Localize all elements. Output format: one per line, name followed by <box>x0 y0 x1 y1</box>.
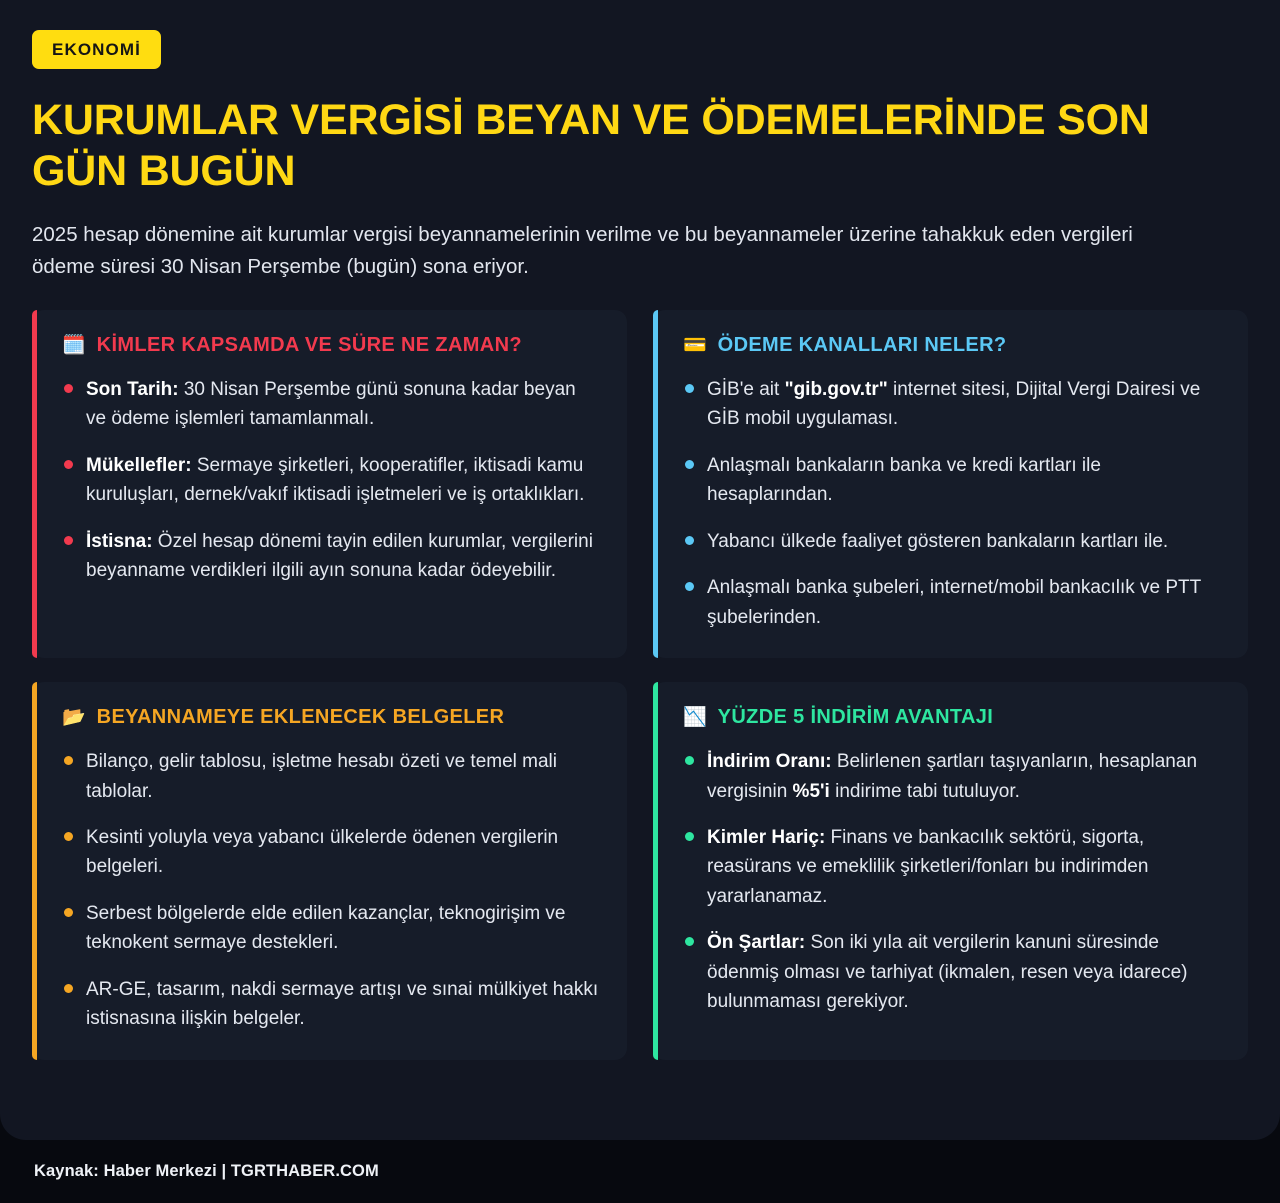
bullet-text: 30 Nisan Perşembe günü sonuna kadar beyan ve ödeme işlemleri tamamlanmalı. <box>86 379 576 430</box>
bullet-text: Kesinti yoluyla veya yabancı ülkelerde ödenen vergilerin belgeleri. <box>86 826 559 878</box>
bullet-item <box>62 823 601 882</box>
calendar-icon: 🗓️ <box>62 335 86 357</box>
bullet-lead: Kimler Hariç: <box>707 826 826 848</box>
bullet-emphasis: %5'i <box>792 780 830 802</box>
card-title: YÜZDE 5 İNDİRİM AVANTAJI <box>717 706 994 729</box>
bullet-lead: İstisna: <box>86 530 153 552</box>
bullet-list <box>62 375 601 586</box>
bullet-item <box>683 747 1222 806</box>
folder-icon: 📂 <box>62 707 86 729</box>
card-header <box>683 334 1222 357</box>
card-beyannameye-eklenecek-belgeler <box>32 682 627 1060</box>
card-header <box>62 706 601 729</box>
bullet-text: Yabancı ülkede faaliyet gösteren bankaların kartları ile. <box>707 530 1169 552</box>
footer <box>0 1140 1280 1203</box>
bullet-item <box>62 899 601 958</box>
chart-decreasing-icon: 📉 <box>683 707 707 729</box>
bullet-text: Finans ve bankacılık sektörü, sigorta, reasürans ve emeklilik şirketleri/fonları bu indirimden yararlanamaz. <box>707 826 1149 907</box>
bullet-item <box>683 527 1222 556</box>
card-title: BEYANNAMEYE EKLENECEK BELGELER <box>96 706 505 729</box>
bullet-text: Belirlenen şartları taşıyanların, hesaplanan vergisinin %5'i indirime tabi tutuluyor. <box>707 751 1198 802</box>
bullet-lead: Ön Şartlar: <box>707 932 806 954</box>
bullet-text: Son iki yıla ait vergilerin kanuni süresinde ödenmiş olması ve tarhiyat (ikmalen, resen veya idarece) bulunmaması gerekiyor. <box>707 932 1188 1013</box>
bullet-item <box>62 747 601 806</box>
page-title: KURUMLAR VERGİSİ BEYAN VE ÖDEMELERİNDE SON GÜN BUGÜN <box>32 96 1150 196</box>
bullet-text: Bilanço, gelir tablosu, işletme hesabı özeti ve temel mali tablolar. <box>86 751 558 802</box>
bullet-text: Serbest bölgelerde elde edilen kazançlar, teknogirişim ve teknokent sermaye destekleri. <box>86 902 566 954</box>
bullet-text: Sermaye şirketleri, kooperatifler, iktisadi kamu kuruluşları, dernek/vakıf iktisadi işletmeleri ve iş ortaklıkları. <box>86 454 585 506</box>
bullet-text: GİB'e ait "gib.gov.tr" internet sitesi, Dijital Vergi Dairesi ve GİB mobil uygulaması. <box>707 379 1201 430</box>
bullet-item <box>683 375 1222 434</box>
credit-card-icon: 💳 <box>683 335 707 357</box>
bullet-text: AR-GE, tasarım, nakdi sermaye artışı ve sınai mülkiyet hakkı istisnasına ilişkin belgeler. <box>86 978 599 1030</box>
bullet-emphasis: "gib.gov.tr" <box>784 379 888 401</box>
card-kimler-kapsamda <box>32 310 627 658</box>
source-credit: Kaynak: Haber Merkezi | TGRTHABER.COM <box>34 1162 379 1180</box>
bullet-item <box>62 451 601 510</box>
bullet-text: Anlaşmalı bankaların banka ve kredi kartları ile hesaplarından. <box>707 454 1101 506</box>
bullet-list <box>62 747 601 1034</box>
bullet-item <box>683 928 1222 1016</box>
bullet-list <box>683 747 1222 1017</box>
card-title: ÖDEME KANALLARI NELER? <box>717 334 1007 357</box>
bullet-list <box>683 375 1222 632</box>
card-yuzde-5-indirim-avantaji <box>653 682 1248 1060</box>
bullet-item <box>683 451 1222 510</box>
card-odeme-kanallari <box>653 310 1248 658</box>
card-header <box>683 706 1222 729</box>
bullet-item <box>683 823 1222 911</box>
bullet-text: Anlaşmalı banka şubeleri, internet/mobil bankacılık ve PTT şubelerinden. <box>707 577 1201 628</box>
bullet-item <box>62 975 601 1034</box>
page-subtitle: 2025 hesap dönemine ait kurumlar vergisi beyannamelerinin verilme ve bu beyannameler üzerine tahakkuk eden vergileri ödeme süresi 30 Nisan Perşembe (bugün) sona eriyor. <box>32 223 1133 278</box>
bullet-lead: Mükellefler: <box>86 454 192 476</box>
bullet-item <box>683 573 1222 632</box>
category-badge: EKONOMİ <box>32 30 161 69</box>
card-title: KİMLER KAPSAMDA VE SÜRE NE ZAMAN? <box>96 334 522 357</box>
card-header <box>62 334 601 357</box>
bullet-item <box>62 375 601 434</box>
card-grid <box>32 310 1248 1060</box>
bullet-text: Özel hesap dönemi tayin edilen kurumlar, vergilerini beyanname verdikleri ilgili ayın sonuna kadar ödeyebilir. <box>86 530 593 582</box>
bullet-item <box>62 527 601 586</box>
bullet-lead: Son Tarih: <box>86 379 179 401</box>
bullet-lead: İndirim Oranı: <box>707 751 832 773</box>
